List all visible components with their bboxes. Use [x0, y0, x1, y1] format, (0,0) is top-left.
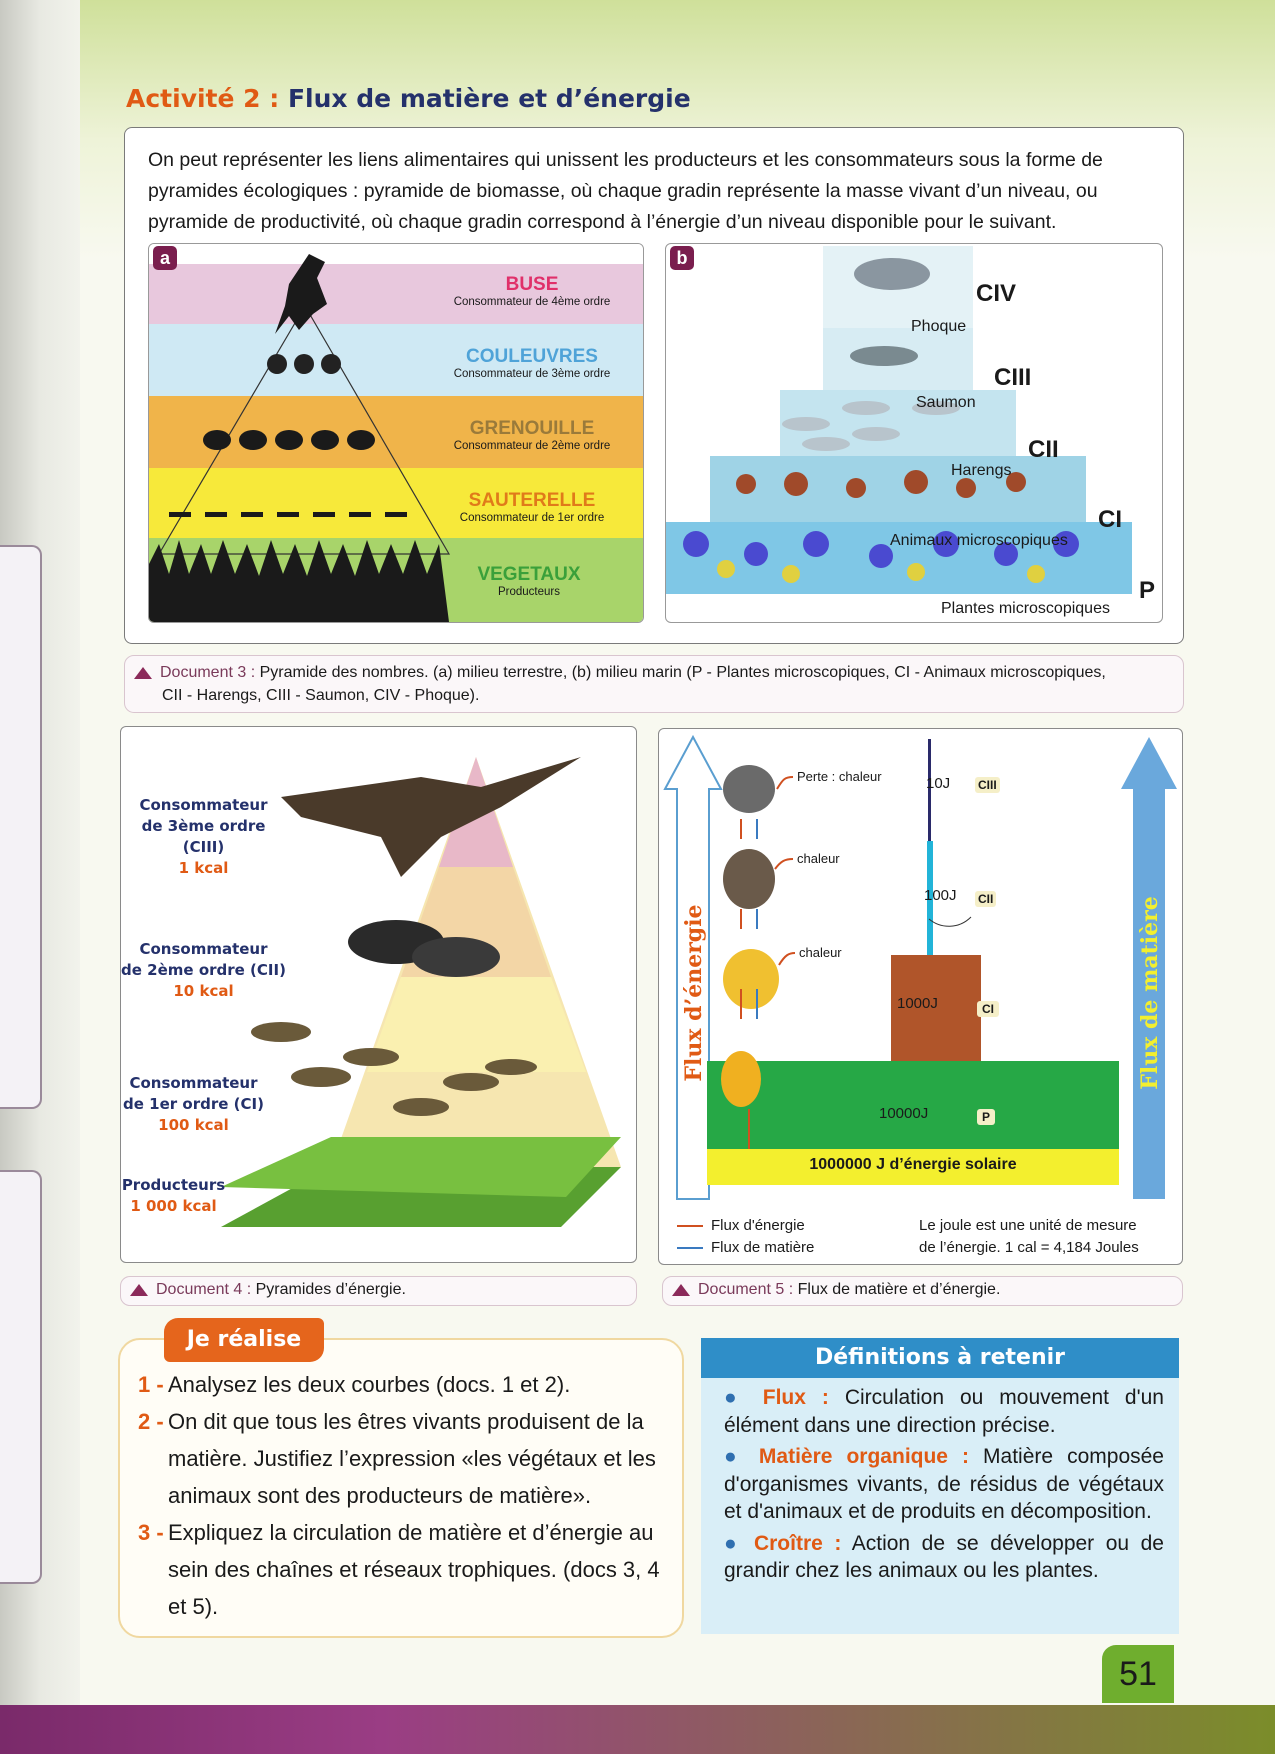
code-badge-ciii: CIII [975, 777, 1000, 793]
list-item [138, 1514, 666, 1625]
doc3-caption-text: Pyramide des nombres. (a) milieu terrestre, (b) milieu marin (P - Plantes microscopiques, CI - Animaux microscopiques, [259, 664, 1106, 681]
legend-flux-matiere: Flux de matière [711, 1239, 815, 1256]
terrestrial-level-grenouille [429, 418, 635, 452]
footer-bar [0, 1705, 1275, 1754]
level-line2: de 2ème ordre (CII) [121, 961, 286, 979]
solar-energy-label: 1000000 J d’énergie solaire [809, 1156, 1017, 1173]
terrestrial-level-sauterelle [429, 490, 635, 524]
level-line1: Producteurs [121, 1176, 226, 1194]
activity-prefix: Activité 2 : [126, 84, 280, 113]
joule-note-line2: de l’énergie. 1 cal = 4,184 Joules [919, 1239, 1139, 1256]
doc3-caption-line1 [134, 664, 1106, 682]
energy-level-ciii [121, 795, 286, 879]
doc4-caption [130, 1281, 406, 1299]
terrestrial-level-couleuvres [429, 346, 635, 380]
level-line2: de 1er ordre (CI) [123, 1095, 264, 1113]
perte-chaleur-label: Perte : chaleur [797, 769, 882, 784]
doc5-caption [672, 1281, 1000, 1299]
list-item [138, 1366, 666, 1403]
marine-name-phoque: Phoque [911, 318, 967, 335]
joule-note-line1: Le joule est une unité de mesure [919, 1217, 1137, 1234]
definition-item [724, 1443, 1164, 1526]
definition-term: Flux : [762, 1386, 829, 1409]
level-role: Consommateur de 4ème ordre [453, 296, 611, 308]
doc3-caption-line2: CII - Harengs, CIII - Saumon, CIV - Phoque). [162, 687, 480, 704]
doc3-badge-a: a [153, 246, 177, 270]
marine-code-p: P [1139, 577, 1156, 604]
triangle-icon [672, 1284, 690, 1296]
level-line1: Consommateur [139, 796, 268, 814]
chaleur-label-2: chaleur [799, 945, 842, 960]
bullet-icon: ● [724, 1445, 745, 1468]
definition-item [724, 1530, 1164, 1585]
level-line1: Consommateur [139, 940, 268, 958]
doc3-terrestrial-pyramid [148, 243, 644, 623]
energy-value-cii: 100J [924, 887, 957, 904]
chaleur-label-1: chaleur [797, 851, 840, 866]
item-number: 1 - [138, 1372, 164, 1397]
definition-text: Circulation ou mouvement d'un élément dans une direction précise. [724, 1386, 1164, 1437]
marine-name-harengs: Harengs [951, 462, 1012, 479]
marine-name-saumon: Saumon [916, 394, 976, 411]
intro-paragraph: On peut représenter les liens alimentaires qui unissent les producteurs et les consommateurs sous la forme de pyramides écologiques : pyramide de biomasse, où chaque gradin représente la masse vivant d’un niveau, ou pyramide de productivité, où chaque gradin correspond à l’énergie d’un niveau disponible pour le suivant. [148, 149, 1103, 233]
list-item [138, 1403, 666, 1514]
level-value: 1 000 kcal [130, 1197, 217, 1215]
code-badge-ci: CI [977, 1001, 999, 1017]
item-number: 3 - [138, 1520, 164, 1545]
je-realise-list [138, 1366, 666, 1625]
doc5-flux-diagram [658, 728, 1183, 1265]
energy-level-producteurs [121, 1175, 226, 1217]
doc5-caption-text: Flux de matière et d’énergie. [797, 1281, 1001, 1298]
definition-term: Croître : [753, 1531, 842, 1555]
item-text: Expliquez la circulation de matière et d’énergie au sein des chaînes et réseaux trophiques. (docs 3, 4 et 5). [168, 1520, 660, 1619]
level-name: BUSE [505, 274, 559, 295]
bullet-icon: ● [724, 1386, 747, 1409]
previous-page-edge-lower [0, 1170, 42, 1584]
triangle-icon [130, 1284, 148, 1296]
level-line1: Consommateur [129, 1074, 258, 1092]
doc5-caption-label: Document 5 : [698, 1281, 794, 1298]
level-value: 10 kcal [173, 982, 234, 1000]
level-name: GRENOUILLE [469, 418, 595, 439]
doc3-marine-pyramid [665, 243, 1163, 623]
marine-code-cii: CII [1028, 436, 1059, 463]
doc4-caption-text: Pyramides d’énergie. [255, 1281, 406, 1298]
level-role: Consommateur de 3ème ordre [453, 368, 611, 380]
marine-code-ci: CI [1098, 506, 1122, 533]
previous-page-edge [0, 545, 42, 1109]
definition-text: Action de se développer ou de grandir chez les animaux ou les plantes. [724, 1531, 1164, 1582]
terrestrial-level-vegetaux [449, 564, 609, 598]
triangle-icon [134, 667, 152, 679]
level-name: VEGETAUX [477, 564, 581, 585]
doc4-caption-label: Document 4 : [156, 1281, 252, 1298]
marine-name-plantes: Plantes microscopiques [941, 600, 1110, 617]
marine-code-civ: CIV [976, 280, 1017, 307]
energy-level-ci [121, 1073, 266, 1136]
level-value: 100 kcal [158, 1116, 229, 1134]
item-number: 2 - [138, 1409, 164, 1434]
doc3-caption-label: Document 3 : [160, 664, 256, 681]
level-role: Producteurs [497, 586, 560, 598]
flux-matiere-label: Flux de matière [1137, 896, 1163, 1090]
level-role: Consommateur de 1er ordre [459, 512, 605, 524]
level-role: Consommateur de 2ème ordre [453, 440, 611, 452]
definitions-list [724, 1384, 1164, 1585]
item-text: On dit que tous les êtres vivants produisent de la matière. Justifiez l’expression «les végétaux et les animaux sont des producteurs de matière». [168, 1409, 656, 1508]
page-number: 51 [1102, 1645, 1174, 1703]
marine-pyramid-figure [666, 244, 1162, 622]
legend-flux-energie: Flux d'énergie [711, 1217, 805, 1234]
marine-code-ciii: CIII [994, 364, 1032, 391]
level-name: SAUTERELLE [468, 490, 596, 511]
terrestrial-level-buse [429, 274, 635, 308]
energy-value-ci: 1000J [897, 995, 938, 1012]
energy-value-p: 10000J [879, 1105, 929, 1122]
activity-title-text: Flux de matière et d’énergie [287, 84, 691, 113]
flux-energie-label: Flux d’énergie [681, 904, 707, 1082]
definition-text: Matière composée d'organismes vivants, de résidus de végétaux et d'animaux et de produits en décomposition. [724, 1445, 1164, 1523]
code-badge-cii: CII [975, 891, 996, 907]
je-realise-title: Je réalise [164, 1318, 324, 1362]
code-badge-p: P [977, 1109, 995, 1125]
doc3-badge-b: b [670, 246, 694, 270]
definition-term: Matière organique : [758, 1445, 970, 1468]
level-line2: de 3ème ordre (CIII) [141, 817, 266, 856]
level-name: COULEUVRES [466, 346, 598, 367]
energy-value-ciii: 10J [926, 775, 951, 792]
item-text: Analysez les deux courbes (docs. 1 et 2). [168, 1372, 571, 1397]
definition-item [724, 1384, 1164, 1439]
activity-title [126, 84, 691, 113]
bullet-icon: ● [724, 1531, 743, 1555]
energy-level-cii [121, 939, 286, 1002]
doc4-energy-pyramid [120, 726, 637, 1263]
definitions-title: Définitions à retenir [701, 1338, 1179, 1378]
level-value: 1 kcal [178, 859, 229, 877]
marine-name-animaux: Animaux microscopiques [890, 532, 1068, 549]
